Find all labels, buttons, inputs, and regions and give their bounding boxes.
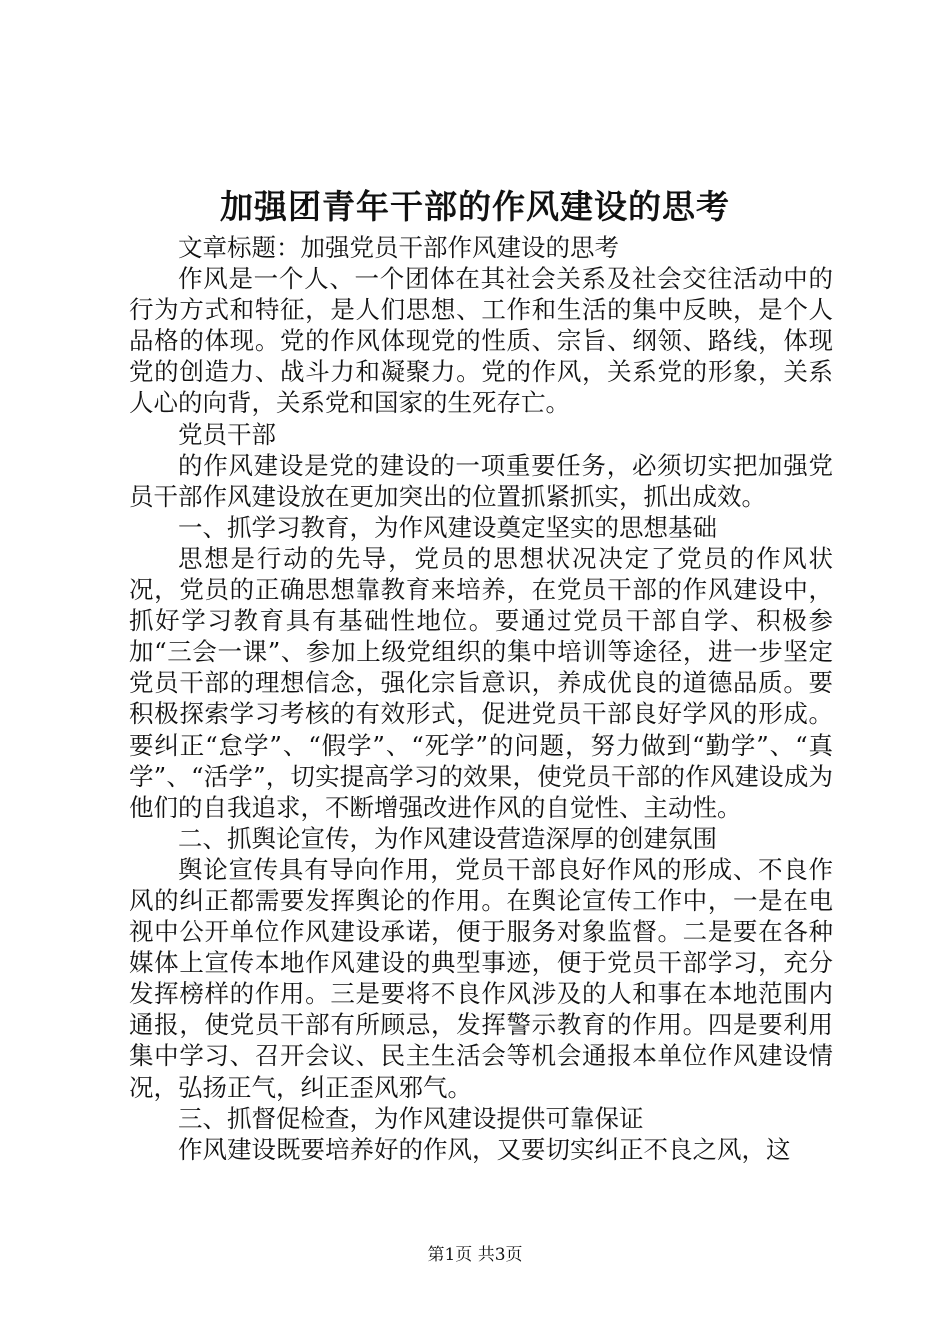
paragraph-intro: 作风是一个人、一个团体在其社会关系及社会交往活动中的行为方式和特征，是人们思想、工作和生活的集中反映，是个人品格的体现。党的作风体现党的性质、宗旨、纲领、路线，体现党的创造力、战斗力和凝聚力。党的作风，关系党的形象，关系人心的向背，关系党和国家的生死存亡。 [129, 264, 833, 418]
paragraph-section-1: 思想是行动的先导，党员的思想状况决定了党员的作风状况，党员的正确思想靠教育来培养，在党员干部的作风建设中，抓好学习教育具有基础性地位。要通过党员干部自学、积极参加“三会一课”、参加上级党组织的集中培训等途径，进一步坚定党员干部的理想信念，强化宗旨意识，养成优良的道德品质。要积极探索学习考核的有效形式，促进党员干部良好学风的形成。要纠正“怠学”、“假学”、“死学”的问题，努力做到“勤学”、“真学”、“活学”，切实提高学习的效果，使党员干部的作风建设成为他们的自我追求，不断增强改进作风的自觉性、主动性。 [129, 543, 833, 822]
paragraph-section-2: 舆论宣传具有导向作用，党员干部良好作风的形成、不良作风的纠正都需要发挥舆论的作用。在舆论宣传工作中，一是在电视中公开单位作风建设承诺，便于服务对象监督。二是要在各种媒体上宣传本地作风建设的典型事迹，便于党员干部学习，充分发挥榜样的作用。三是要将不良作风涉及的人和事在本地范围内通报，使党员干部有所顾忌，发挥警示教育的作用。四是要利用集中学习、召开会议、民主生活会等机会通报本单位作风建设情况，弘扬正气，纠正歪风邪气。 [129, 854, 833, 1102]
page-title: 加强团青年干部的作风建设的思考 [220, 187, 730, 226]
section-heading-1: 一、抓学习教育，为作风建设奠定坚实的思想基础 [178, 512, 717, 542]
paragraph-importance: 的作风建设是党的建设的一项重要任务，必须切实把加强党员干部作风建设放在更加突出的位置抓紧抓实，抓出成效。 [129, 450, 833, 511]
document-body [129, 232, 833, 1165]
page-indicator: 第1页 共3页 [427, 1245, 523, 1265]
paragraph-fragment: 党员干部 [178, 419, 276, 449]
section-heading-2: 二、抓舆论宣传，为作风建设营造深厚的创建氛围 [178, 823, 717, 853]
article-title-line: 文章标题：加强党员干部作风建设的思考 [178, 233, 619, 262]
section-heading-3: 三、抓督促检查，为作风建设提供可靠保证 [178, 1103, 644, 1133]
paragraph-section-3: 作风建设既要培养好的作风，又要切实纠正不良之风，这 [178, 1134, 791, 1164]
